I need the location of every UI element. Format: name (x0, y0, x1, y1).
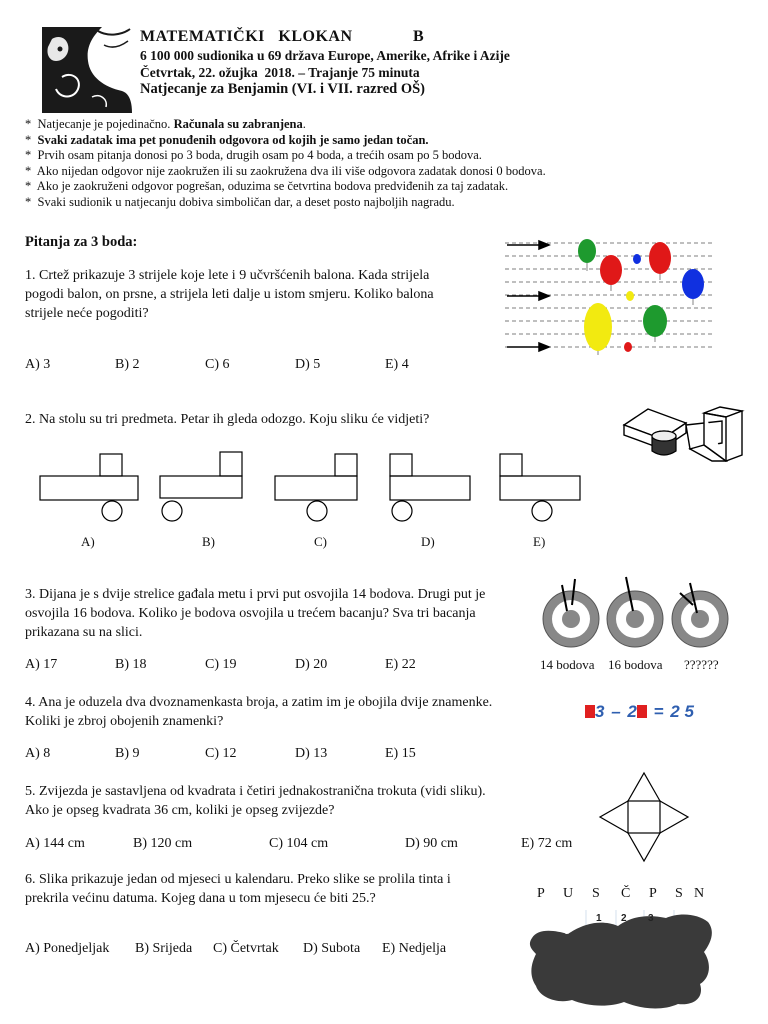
balloon-green (578, 239, 596, 263)
rules-list (25, 117, 546, 211)
rule-item: * Natjecanje je pojedinačno. Računala su zabranjena. (25, 117, 306, 131)
calendar-date: 2 (621, 913, 627, 924)
target-label: 16 bodova (608, 657, 663, 672)
target-label: ?????? (684, 657, 719, 672)
answer-option[interactable]: C) 6 (205, 357, 230, 372)
rule-item: * Ako je zaokruženi odgovor pogrešan, oduzima se četvrtina bodova predviđenih za taj zadatak. (25, 179, 509, 194)
question-1-answers (25, 357, 445, 377)
balloon-blue (633, 254, 641, 264)
kangaroo-logo (42, 27, 132, 113)
option-c-shape[interactable] (275, 452, 375, 522)
question-5-answers (25, 836, 585, 856)
weekday-label: U (563, 886, 575, 901)
answer-option[interactable]: B) 120 cm (133, 836, 193, 851)
answer-option[interactable]: E) 15 (385, 746, 416, 761)
answer-option[interactable]: D) 5 (295, 357, 321, 372)
weekday-label: P (649, 886, 658, 901)
question-5-text: 5. Zvijezda je sastavljena od kvadrata i četiri jednakostranična trokuta (vidi sliku). Ako je opseg kvadrata 36 cm, koliki je opseg zvijezde? (25, 784, 486, 818)
target-icon (543, 591, 599, 647)
option-e-shape[interactable] (500, 452, 600, 522)
option-a-shape[interactable] (40, 452, 140, 522)
red-ink-blot (585, 705, 595, 718)
balloon-green (643, 305, 667, 337)
calendar-date: 1 (596, 913, 602, 924)
option-label[interactable]: D) (421, 534, 435, 549)
balloon-red (649, 242, 671, 274)
question-2-text: 2. Na stolu su tri predmeta. Petar ih gleda odozgo. Koju sliku će vidjeti? (25, 412, 430, 427)
question-2-option-labels (0, 534, 768, 552)
weekday-label: N (694, 886, 706, 901)
balloon-red (600, 255, 622, 285)
answer-option[interactable]: E) 22 (385, 657, 416, 672)
question-3-text: 3. Dijana je s dvije strelice gađala metu i prvi put osvojila 14 bodova. Drugi put je osvojila 16 bodova. Koliko je bodova osvojila u trećem bacanju? Sva tri bacanja prikazana su na slici. (25, 587, 486, 640)
answer-option[interactable]: A) Ponedjeljak (25, 941, 110, 956)
answer-option[interactable]: B) Srijeda (135, 941, 193, 956)
target-icon (672, 591, 728, 647)
participants-line: 6 100 000 sudionika u 69 država Europe, Amerike, Afrike i Azije (140, 48, 510, 63)
three-objects-figure (620, 403, 746, 465)
category-letter: B (413, 28, 425, 45)
option-label[interactable]: E) (533, 534, 546, 549)
weekday-label: Č (621, 886, 632, 901)
answer-option[interactable]: D) Subota (303, 941, 361, 956)
red-ink-blot (637, 705, 647, 718)
calendar-weekdays (530, 886, 720, 906)
option-label[interactable]: B) (202, 534, 215, 549)
balloons-arrows-figure (505, 235, 715, 355)
calendar-visible-dates (528, 908, 718, 938)
balloon-yellow (584, 303, 612, 351)
question-1-text: 1. Crtež prikazuje 3 strijele koje lete i 9 učvršćenih balona. Kada strijela pogodi balon, on prsne, a strijela leti dalje u istom smjeru. Koliko balona strijele neće pogoditi? (25, 268, 434, 321)
answer-option[interactable]: E) 4 (385, 357, 409, 372)
answer-option[interactable]: D) 13 (295, 746, 328, 761)
target-labels (0, 657, 768, 675)
calendar-date: 7 (564, 926, 570, 937)
answer-option[interactable]: D) 20 (295, 657, 328, 672)
rule-item: * Svaki zadatak ima pet ponuđenih odgovora od kojih je samo jedan točan. (25, 132, 429, 147)
option-d-shape[interactable] (390, 452, 490, 522)
answer-option[interactable]: B) 18 (115, 657, 147, 672)
contest-title: MATEMATIČKI KLOKAN (140, 28, 353, 45)
weekday-label: S (675, 886, 684, 901)
answer-option[interactable]: C) 19 (205, 657, 237, 672)
rule-item: * Svaki sudionik u natjecanju dobiva simboličan dar, a deset posto najboljih nagradu. (25, 194, 455, 209)
balloon-blue (682, 269, 704, 299)
question-4-answers (25, 746, 445, 766)
answer-option[interactable]: C) Četvrtak (213, 941, 279, 956)
target-label: 14 bodova (540, 657, 595, 672)
section-heading: Pitanja za 3 boda: (25, 234, 138, 250)
question-6-text: 6. Slika prikazuje jedan od mjeseci u kalendaru. Preko slike se prolila tinta i prekrila većinu datuma. Kojeg dana u tom mjesecu će biti 25.? (25, 872, 451, 906)
rule-item: * Prvih osam pitanja donosi po 3 boda, drugih osam po 4 boda, a trećih osam po 5 bodova. (25, 148, 482, 163)
subtraction-equation: 3 – 2 = 2 5 (585, 702, 694, 724)
target-icon (607, 591, 663, 647)
answer-option[interactable]: B) 2 (115, 357, 140, 372)
answer-option[interactable]: A) 3 (25, 357, 51, 372)
question-6-answers (25, 941, 495, 961)
balloon-red (624, 342, 632, 352)
answer-option[interactable]: A) 8 (25, 746, 51, 761)
level-line: Natjecanje za Benjamin (VI. i VII. razred OŠ) (140, 81, 425, 97)
dart-targets-figure (540, 575, 740, 655)
weekday-label: S (592, 886, 601, 901)
answer-option[interactable]: A) 144 cm (25, 836, 85, 851)
header (140, 28, 510, 98)
answer-option[interactable]: C) 104 cm (269, 836, 329, 851)
question-4-text: 4. Ana je oduzela dva dvoznamenkasta broja, a zatim im je obojila dvije znamenke. Koliki je zbroj obojenih znamenki? (25, 695, 493, 729)
answer-option[interactable]: E) 72 cm (521, 836, 573, 851)
weekday-label: P (537, 886, 546, 901)
calendar-date: 3 (648, 913, 654, 924)
arrow-icon (507, 241, 549, 351)
answer-option[interactable]: E) Nedjelja (382, 941, 447, 956)
answer-option[interactable]: A) 17 (25, 657, 58, 672)
answer-option[interactable]: B) 9 (115, 746, 140, 761)
answer-option[interactable]: D) 90 cm (405, 836, 458, 851)
balloon-yellow (626, 291, 634, 301)
rule-item: * Ako nijedan odgovor nije zaokružen ili su zaokružena dva ili više odgovora zadatak donosi 0 bodova. (25, 163, 546, 178)
star-figure (596, 770, 696, 864)
answer-option[interactable]: C) 12 (205, 746, 237, 761)
date-line: Četvrtak, 22. ožujka 2018. – Trajanje 75 minuta (140, 64, 420, 80)
option-label[interactable]: C) (314, 534, 327, 549)
option-label[interactable]: A) (81, 534, 95, 549)
option-b-shape[interactable] (160, 450, 260, 520)
